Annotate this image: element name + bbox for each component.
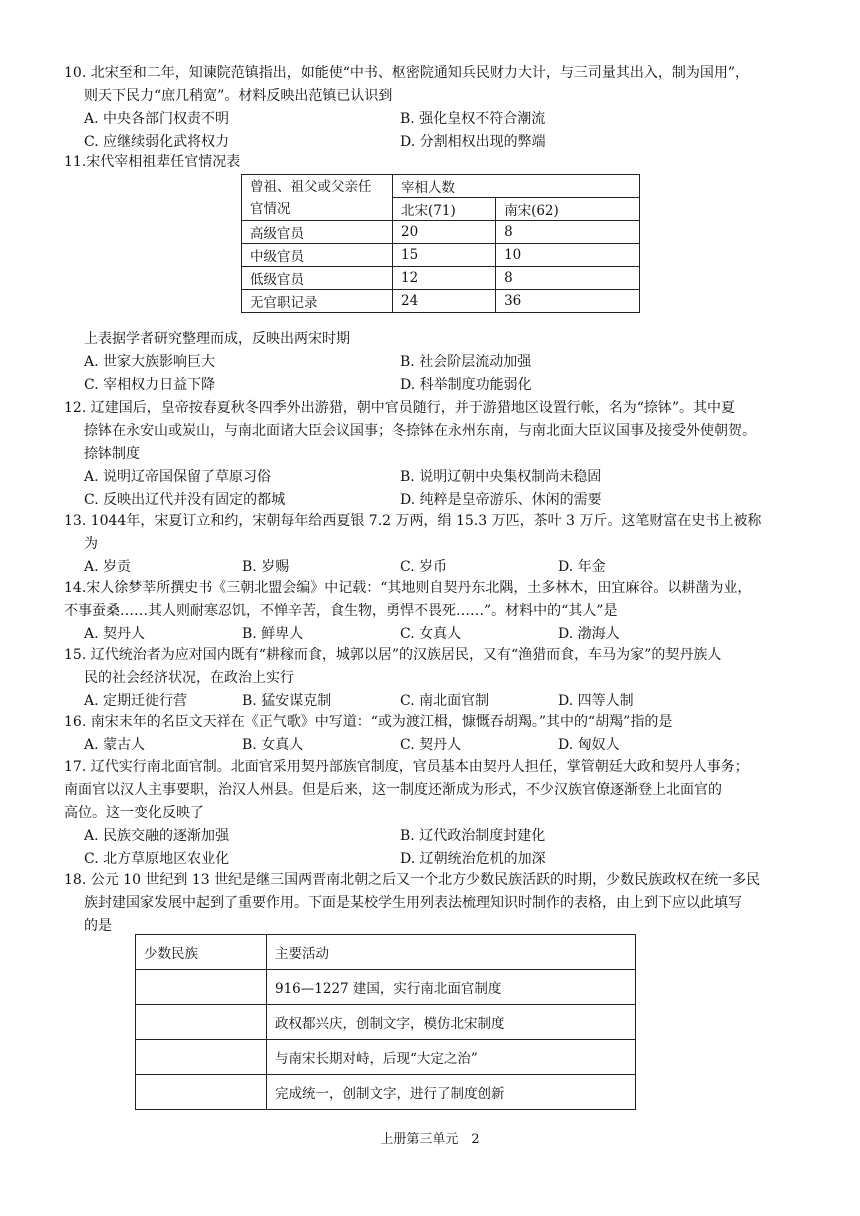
question-12-options [64, 466, 804, 512]
option-c: C. 女真人 [400, 626, 462, 642]
option-d: D. 辽朝统治危机的加深 [400, 851, 546, 867]
question-17-options [64, 825, 804, 871]
table-minority-regimes [135, 934, 636, 1110]
table-chancellor-ancestry [241, 174, 640, 313]
option-a: A. 蒙古人 [84, 737, 146, 753]
question-13-options [64, 556, 804, 579]
blank-cell [136, 970, 267, 1005]
table-row [136, 970, 636, 1005]
question-12-line-1: 12. 辽建国后，皇帝按春夏秋冬四季外出游猎，朝中官员随行，并于游猎地区设置行帐，名为“捺钵”。其中夏 [64, 400, 736, 416]
option-a: A. 世家大族影响巨大 [84, 354, 216, 370]
activity-cell: 916—1227 建国，实行南北面官制度 [267, 970, 636, 1005]
option-d: D. 分割相权出现的弊端 [400, 134, 546, 150]
question-12-line-3: 捺钵制度 [84, 446, 140, 462]
activity-cell: 完成统一，创制文字，进行了制度创新 [267, 1075, 636, 1110]
option-c: C. 契丹人 [400, 737, 462, 753]
option-b: B. 辽代政治制度封建化 [400, 828, 546, 844]
cell-north: 24 [393, 290, 496, 313]
option-b: B. 强化皇权不符合潮流 [400, 111, 546, 127]
question-11 [64, 151, 804, 174]
question-15-line-1: 15. 辽代统治者为应对国内既有“耕稼而食，城郭以居”的汉族居民，又有“渔猎而食，车马为家”的契丹族人 [64, 647, 722, 663]
question-17 [64, 756, 804, 871]
question-13-line-1: 13. 1044年，宋夏订立和约，宋朝每年给西夏银 7.2 万两，绢 15.3 万匹，茶叶 3 万斤。这笔财富在史书上被称 [64, 513, 762, 529]
question-15 [64, 644, 804, 713]
option-b: B. 岁赐 [242, 559, 290, 575]
option-b: B. 女真人 [242, 737, 304, 753]
question-14-line-2: 不事蚕桑……其人则耐寒忍饥，不惮辛苦，食生物，勇悍不畏死……”。材料中的“其人”是 [64, 603, 618, 619]
cell-south: 36 [496, 290, 640, 313]
activity-cell: 政权都兴庆，创制文字，模仿北宋制度 [267, 1005, 636, 1040]
question-17-line-1: 17. 辽代实行南北面官制。北面官采用契丹部族官制度，官员基本由契丹人担任，掌管朝廷大政和契丹人事务； [64, 759, 749, 775]
question-17-line-3: 高位。这一变化反映了 [64, 805, 204, 821]
question-12-line-2: 捺钵在永安山或炭山，与南北面诸大臣会议国事；冬捺钵在永州东南，与南北面大臣议国事及接受外使朝贺。 [84, 423, 756, 439]
table-row [242, 267, 640, 290]
option-c: C. 北方草原地区农业化 [84, 851, 230, 867]
table-head-minority: 少数民族 [136, 935, 267, 970]
blank-cell [136, 1005, 267, 1040]
option-a: A. 契丹人 [84, 626, 146, 642]
option-c: C. 南北面官制 [400, 693, 490, 709]
row-label: 高级官员 [242, 221, 393, 244]
question-12 [64, 397, 804, 512]
question-14-options [64, 623, 804, 646]
question-18-line-2: 族封建国家发展中起到了重要作用。下面是某校学生用列表法梳理知识时制作的表格，由上到下应以此填写 [84, 895, 742, 911]
cell-south: 8 [496, 221, 640, 244]
table-head-southern-song: 南宋(62) [496, 198, 640, 221]
cell-north: 20 [393, 221, 496, 244]
question-16 [64, 711, 804, 757]
row-label: 低级官员 [242, 267, 393, 290]
question-13-line-2: 为 [84, 536, 98, 552]
option-d: D. 科举制度功能弱化 [400, 377, 532, 393]
question-13 [64, 510, 804, 579]
table-row [242, 221, 640, 244]
cell-south: 8 [496, 267, 640, 290]
row-label: 无官职记录 [242, 290, 393, 313]
option-d: D. 纯粹是皇帝游乐、休闲的需要 [400, 492, 602, 508]
option-b: B. 说明辽朝中央集权制尚未稳固 [400, 469, 602, 485]
option-b: B. 社会阶层流动加强 [400, 354, 532, 370]
option-a: A. 说明辽帝国保留了草原习俗 [84, 469, 272, 485]
question-11-body [64, 328, 804, 397]
option-c: C. 宰相权力日益下降 [84, 377, 216, 393]
option-a: A. 定期迁徙行营 [84, 693, 188, 709]
question-17-line-2: 南面官以汉人主事要职，治汉人州县。但是后来，这一制度还渐成为形式，不少汉族官僚逐渐登上北面官的 [64, 782, 722, 798]
option-d: D. 匈奴人 [558, 737, 620, 753]
option-c: C. 应继续弱化武将权力 [84, 134, 230, 150]
question-18 [64, 869, 804, 938]
question-18-line-1: 18. 公元 10 世纪到 13 世纪是继三国两晋南北朝之后又一个北方少数民族活跃的时期，少数民族政权在统一多民 [64, 872, 761, 888]
table-head-ancestry: 曾祖、祖父或父亲任官情况 [242, 175, 393, 221]
row-label: 中级官员 [242, 244, 393, 267]
option-a: A. 民族交融的逐渐加强 [84, 828, 230, 844]
question-15-line-2: 民的社会经济状况，在政治上实行 [84, 670, 294, 686]
table-row [136, 1075, 636, 1110]
table-row [242, 244, 640, 267]
question-15-options [64, 690, 804, 713]
question-11-options [64, 351, 804, 397]
question-10 [64, 62, 804, 154]
activity-cell: 与南宋长期对峙，后现“大定之治” [267, 1040, 636, 1075]
question-11-after-table: 上表据学者研究整理而成，反映出两宋时期 [84, 331, 350, 347]
table-head-chancellor-count: 宰相人数 [393, 175, 640, 198]
question-10-line-2: 则天下民力“庶几稍宽”。材料反映出范镇已认识到 [84, 88, 393, 104]
option-d: D. 渤海人 [558, 626, 620, 642]
question-14-line-1: 14.宋人徐梦莘所撰史书《三朝北盟会编》中记载：“其地则自契丹东北隅，土多林木，田宜麻谷。以耕凿为业， [64, 580, 752, 596]
cell-north: 12 [393, 267, 496, 290]
option-b: B. 猛安谋克制 [242, 693, 332, 709]
option-a: A. 中央各部门权责不明 [84, 111, 230, 127]
table-row [136, 1005, 636, 1040]
question-16-options [64, 734, 804, 757]
table-head-northern-song: 北宋(71) [393, 198, 496, 221]
blank-cell [136, 1075, 267, 1110]
question-10-options [64, 108, 804, 154]
question-14 [64, 577, 804, 646]
blank-cell [136, 1040, 267, 1075]
option-c: C. 岁币 [400, 559, 448, 575]
question-16-line-1: 16. 南宋末年的名臣文天祥在《正气歌》中写道：“或为渡江楫，慷慨吞胡羯。”其中的“胡羯”指的是 [64, 714, 673, 730]
option-c: C. 反映出辽代并没有固定的都城 [84, 492, 286, 508]
option-a: A. 岁贡 [84, 559, 132, 575]
page-footer: 上册第三单元 2 [380, 1132, 480, 1147]
cell-north: 15 [393, 244, 496, 267]
question-10-line-1: 10. 北宋至和二年，知谏院范镇指出，如能使“中书、枢密院通知兵民财力大计，与三司量其出入，制为国用”， [64, 65, 750, 81]
option-b: B. 鲜卑人 [242, 626, 304, 642]
option-d: D. 四等人制 [558, 693, 634, 709]
table-head-activities: 主要活动 [267, 935, 636, 970]
question-11-line-1: 11.宋代宰相祖辈任官情况表 [64, 154, 241, 170]
table-row [242, 290, 640, 313]
table-row [136, 1040, 636, 1075]
question-18-line-3: 的是 [84, 918, 112, 934]
option-d: D. 年金 [558, 559, 606, 575]
cell-south: 10 [496, 244, 640, 267]
